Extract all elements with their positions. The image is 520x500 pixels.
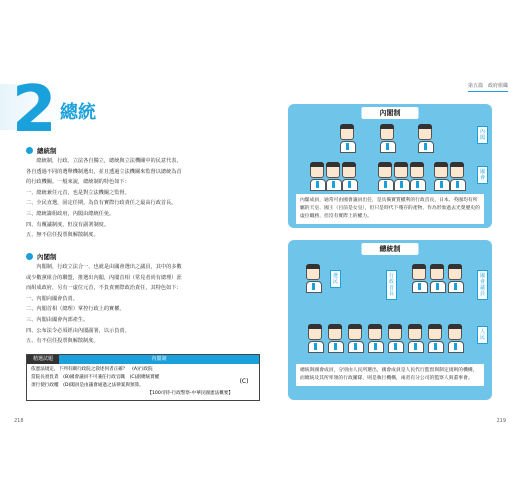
label-executive: 行政首長 <box>386 270 397 300</box>
person-figure <box>412 264 426 293</box>
cabinet-diagram-panel <box>288 104 492 228</box>
paragraph-line: 四、公布法令必須經由內閣副署，以示負責。 <box>26 327 130 334</box>
question-line: 須行使行政權 (D)閣員是由議會通過之法律案與預算。 <box>31 383 144 388</box>
person-figure <box>310 162 324 191</box>
person-figure <box>408 324 422 353</box>
panel-caption: 內閣成員，通常可由國會議員出任，是具備實質權利的行政首長，日本、英國均有所屬的天皇、國王（目前是女皇），但只是時代下殘存的產物，作為形象過去光榮歷史的虛位職務，但沒有實際上的權力。 <box>296 194 484 224</box>
person-figure <box>410 162 424 191</box>
section-heading-text: 總統制 <box>37 147 57 155</box>
person-figure <box>450 162 464 191</box>
bullet-icon <box>26 147 33 154</box>
person-figure <box>428 324 442 353</box>
page-number-right: 219 <box>496 418 506 424</box>
bullet-icon <box>26 253 33 260</box>
answer: (C) <box>239 378 249 385</box>
exam-label: 精選試題 <box>27 355 59 364</box>
person-figure <box>368 324 382 353</box>
chapter-title: 總統 <box>60 102 96 123</box>
paragraph-line: 內閣制，行政立法合一，也就是由國會選出之議員，其中的多數 <box>26 264 182 270</box>
label-parliament: 國會 <box>477 166 488 184</box>
panel-title: 總統制 <box>362 243 419 255</box>
presidential-diagram-panel <box>288 240 492 400</box>
person-figure <box>340 124 354 153</box>
paragraph-line: 總統制，行政、立法各自獨立，總統與立法機關中的民意代表， <box>26 158 182 164</box>
paragraph-line: 三、內閣由國會內部產生。 <box>26 316 89 323</box>
person-figure <box>378 162 392 191</box>
label-voters: 選民 <box>330 270 341 288</box>
paragraph-line: 的行政機關。一般來說，總統制的特色如下： <box>26 179 130 186</box>
person-figure <box>308 324 322 353</box>
panel-title: 內閣制 <box>362 107 419 119</box>
person-figure <box>306 264 320 293</box>
person-figure <box>326 162 340 191</box>
paragraph-line: 二、全民直選，固定任期，為負有實際行政責任之最高行政首長。 <box>26 200 177 207</box>
running-header: 第五篇 政府組織 <box>468 82 508 92</box>
page-number-left: 218 <box>14 418 24 424</box>
section-heading-cabinet <box>26 252 57 261</box>
section-heading-text: 內閣制 <box>37 253 57 261</box>
question-line: 依憲法規定，下列有關行政院之敘述何者正確？ (A)行政院 <box>31 367 153 372</box>
person-figure <box>418 124 432 153</box>
exam-topic: 內閣制 <box>59 355 259 364</box>
panel-caption: 總統與國會成員，分別由人民所選出，國會成員是人民代行監督與制定規則的機構，而總統及其所率領的行政團隊，則是執行機構，兩者有分公司的監察人與董事會。 <box>296 364 484 386</box>
section-presidential-body <box>26 156 258 241</box>
paragraph-line: 三、總統籌組政府，內閣由總統任免。 <box>26 210 115 217</box>
paragraph-line: 四、有覆議制度，但沒有副署制度。 <box>26 221 110 228</box>
paragraph-line: 而組成政府，另有一虛位元首，不負責實際政治責任，其特色如下： <box>26 285 182 292</box>
person-figure <box>348 324 362 353</box>
chapter-number: 2 <box>12 73 57 147</box>
section-cabinet-body <box>26 262 258 347</box>
person-figure <box>388 324 402 353</box>
exam-question-box <box>26 354 260 401</box>
person-figure <box>394 162 408 191</box>
person-figure <box>342 162 356 191</box>
question-line: 當院長須負責 (B)國會議員不可兼任行政官職 (C)副總統實權 <box>31 375 160 380</box>
label-people: 人民 <box>477 326 488 344</box>
paragraph-line: 或少數黨組合的聯盟，推選出內閣，內閣首相（常見者尚有總理）涯 <box>26 274 182 281</box>
section-heading-presidential <box>26 146 57 155</box>
paragraph-line: 一、總統兼任元首，也是對立法機關之監督。 <box>26 189 130 196</box>
paragraph-line: 五、有不信任投票與解散制度。 <box>26 338 99 345</box>
person-figure <box>380 124 394 153</box>
person-figure <box>448 324 462 353</box>
question-source: 【100司特-行政警察-中華民國憲法概要】 <box>147 391 233 396</box>
person-figure <box>430 264 444 293</box>
person-figure <box>434 162 448 191</box>
person-figure <box>328 324 342 353</box>
paragraph-line: 一、內閣向國會負責。 <box>26 295 78 302</box>
paragraph-line: 各自透過不同的選舉機制選出，並且透過立法機關來監督以總統為首 <box>26 168 182 175</box>
person-figure <box>448 264 462 293</box>
label-cabinet: 內閣 <box>477 126 488 144</box>
label-legislators: 國會議員 <box>477 270 488 300</box>
paragraph-line: 二、內閣首相（總理）掌控行政上的實權。 <box>26 306 125 313</box>
paragraph-line: 五、無不信任投票與解散制度。 <box>26 232 99 239</box>
